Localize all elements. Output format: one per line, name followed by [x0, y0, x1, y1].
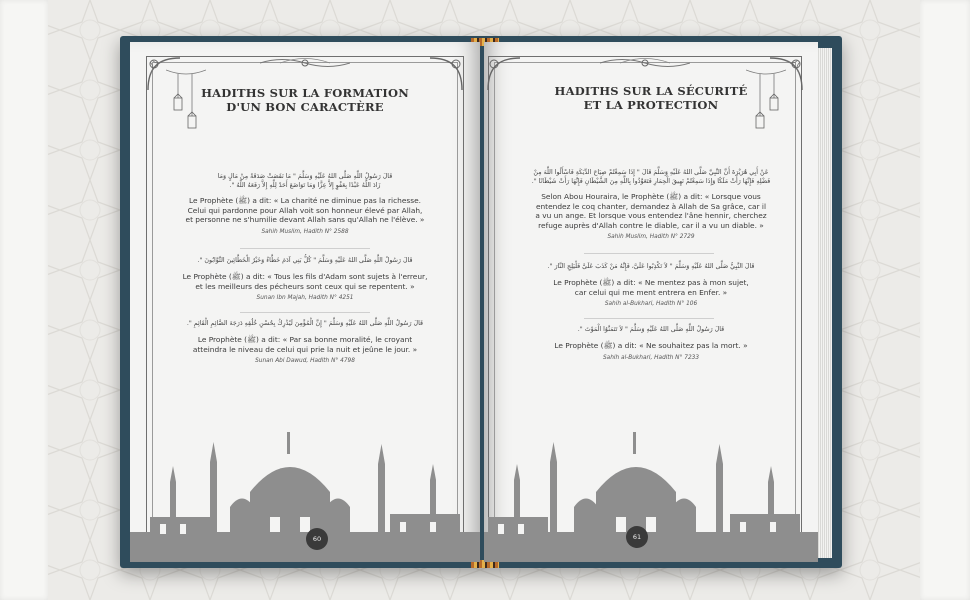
french-text: Selon Abou Houraira, le Prophète (ﷺ) a dit: « Lorsque vous — [541, 192, 761, 201]
hadith-block — [484, 262, 818, 309]
title-line-2: ET LA PROTECTION — [583, 98, 719, 112]
hadith-source: Sahih al-Bukhari, Hadith N° 106 — [604, 301, 698, 307]
arabic-text: قَالَ رَسُولُ اللَّهِ صَلَّى اللهُ عَلَيْهِ وَسَلَّمَ " كُلُّ بَنِي آدَمَ خَطَّاءٌ وَخَيْرُ الْخَطَّائِينَ التَّوَّابُونَ ". — [197, 257, 413, 264]
arabic-text: زَادَ اللَّهُ عَبْدًا بِعَفْوٍ إِلاَّ عِزًّا وَمَا تَوَاضَعَ أَحَدٌ لِلَّهِ إِلاَّ رَفَعَهُ اللَّهُ ". — [229, 182, 381, 189]
hadith-block — [484, 168, 818, 242]
page-stack-edge — [818, 48, 832, 558]
hadith-source: Sunan Ibn Majah, Hadith N° 4251 — [256, 295, 354, 301]
arabic-text: قَالَ النَّبِيُّ صَلَّى اللهُ عَلَيْهِ وَسَلَّمَ " لاَ تَكْذِبُوا عَلَىَّ، فَإِنَّهُ مَنْ كَذَبَ عَلَىَّ فَلْيَلِجِ النَّارَ ". — [547, 263, 755, 270]
left-page — [130, 42, 480, 562]
french-text: et personne ne s'humilie devant Allah sans qu'Allah ne l'élève. » — [185, 215, 425, 224]
french-text: refuge auprès d'Allah contre le diable, car il a vu un diable. » — [538, 220, 764, 230]
right-page — [484, 42, 818, 562]
hadith-source: Sahih Muslim, Hadith N° 2729 — [607, 234, 695, 240]
top-ornament-icon — [600, 56, 690, 70]
french-text: Le Prophète (ﷺ) a dit: « Ne souhaitez pas la mort. » — [554, 341, 748, 350]
hadith-source: Sahih al-Bukhari, Hadith N° 7233 — [602, 354, 700, 361]
hadith-source: Sahih Muslim, Hadith N° 2588 — [261, 228, 349, 235]
title-line-1: HADITHS SUR LA FORMATION — [201, 86, 409, 100]
hadith-block — [130, 172, 480, 237]
arabic-text: قَالَ رَسُولُ اللَّهِ صَلَّى اللهُ عَلَيْهِ وَسَلَّمَ " لاَ تَتَمَنَّوُا الْمَوْتَ ". — [577, 326, 725, 333]
frame-right — [920, 0, 970, 600]
title-line-2: D'UN BON CARACTÈRE — [226, 100, 384, 114]
page-number: 61 — [626, 526, 648, 548]
hadith-block — [130, 256, 480, 303]
divider — [240, 312, 370, 313]
french-text: atteindra le niveau de celui qui prie la nuit et jeûne le jour. » — [192, 344, 418, 354]
divider — [584, 318, 714, 319]
french-text: Le Prophète (ﷺ) a dit: « Tous les fils d'Adam sont sujets à l'erreur, — [182, 272, 428, 281]
hadith-block — [484, 325, 818, 363]
french-text: a vu un ange. Et lorsque vous entendez l'âne hennir, cherchez — [535, 211, 767, 220]
french-text: car celui qui me ment entrera en Enfer. » — [574, 287, 728, 297]
page-title — [130, 86, 480, 114]
french-text: entendez le coq chanter, demandez à Allah de Sa grâce, car il — [535, 201, 767, 211]
top-ornament-icon — [260, 56, 350, 70]
frame-left — [0, 0, 48, 600]
mosque-skyline-icon — [130, 422, 480, 562]
page-number: 60 — [306, 528, 328, 550]
mosque-skyline-icon — [484, 422, 818, 562]
arabic-text: عَنْ أَبِي هُرَيْرَةَ أَنَّ النَّبِيَّ صَلَّى اللهُ عَلَيْهِ وَسَلَّمَ قَالَ " إِذَا سَمِعْتُمْ صِيَاحَ الدِّيَكَةِ فَاسْأَلُوا اللَّهَ مِنْ — [533, 169, 769, 176]
divider — [584, 253, 714, 254]
french-text: Le Prophète (ﷺ) a dit: « Par sa bonne moralité, le croyant — [197, 335, 413, 344]
arabic-text: فَضْلِهِ فَإِنَّهَا رَأَتْ مَلَكًا وَإِذَا سَمِعْتُمْ نَهِيقَ الْحِمَارِ فَتَعَوَّذُوا بِاللَّهِ مِنَ الشَّيْطَانِ فَإِنَّهَا رَأَتْ شَيْطَانًا ". — [531, 178, 771, 185]
divider — [240, 248, 370, 249]
title-line-1: HADITHS SUR LA SÉCURITÉ — [554, 84, 748, 98]
hadith-block — [130, 319, 480, 366]
french-text: Le Prophète (ﷺ) a dit: « Ne mentez pas à mon sujet, — [553, 278, 749, 287]
french-text: Le Prophète (ﷺ) a dit: « La charité ne diminue pas la richesse. — [189, 196, 421, 205]
arabic-text: قَالَ رَسُولُ اللَّهِ صَلَّى اللهُ عَلَيْهِ وَسَلَّمَ " إِنَّ الْمُؤْمِنَ لَيُدْرِكُ بِحُسْنِ خُلُقِهِ دَرَجَةَ الصَّائِمِ الْقَائِمِ ". — [186, 320, 424, 327]
french-text: et les meilleurs des pécheurs sont ceux qui se repentent. » — [195, 281, 415, 291]
hadith-source: Sunan Abi Dawud, Hadith N° 4798 — [255, 358, 355, 364]
arabic-text: قَالَ رَسُولُ اللَّهِ صَلَّى اللهُ عَلَيْهِ وَسَلَّمَ " مَا نَقَصَتْ صَدَقَةٌ مِنْ مَالٍ وَمَا — [217, 173, 393, 180]
page-title — [484, 84, 818, 112]
french-text: Celui qui pardonne pour Allah voit son honneur élevé par Allah, — [187, 205, 423, 215]
